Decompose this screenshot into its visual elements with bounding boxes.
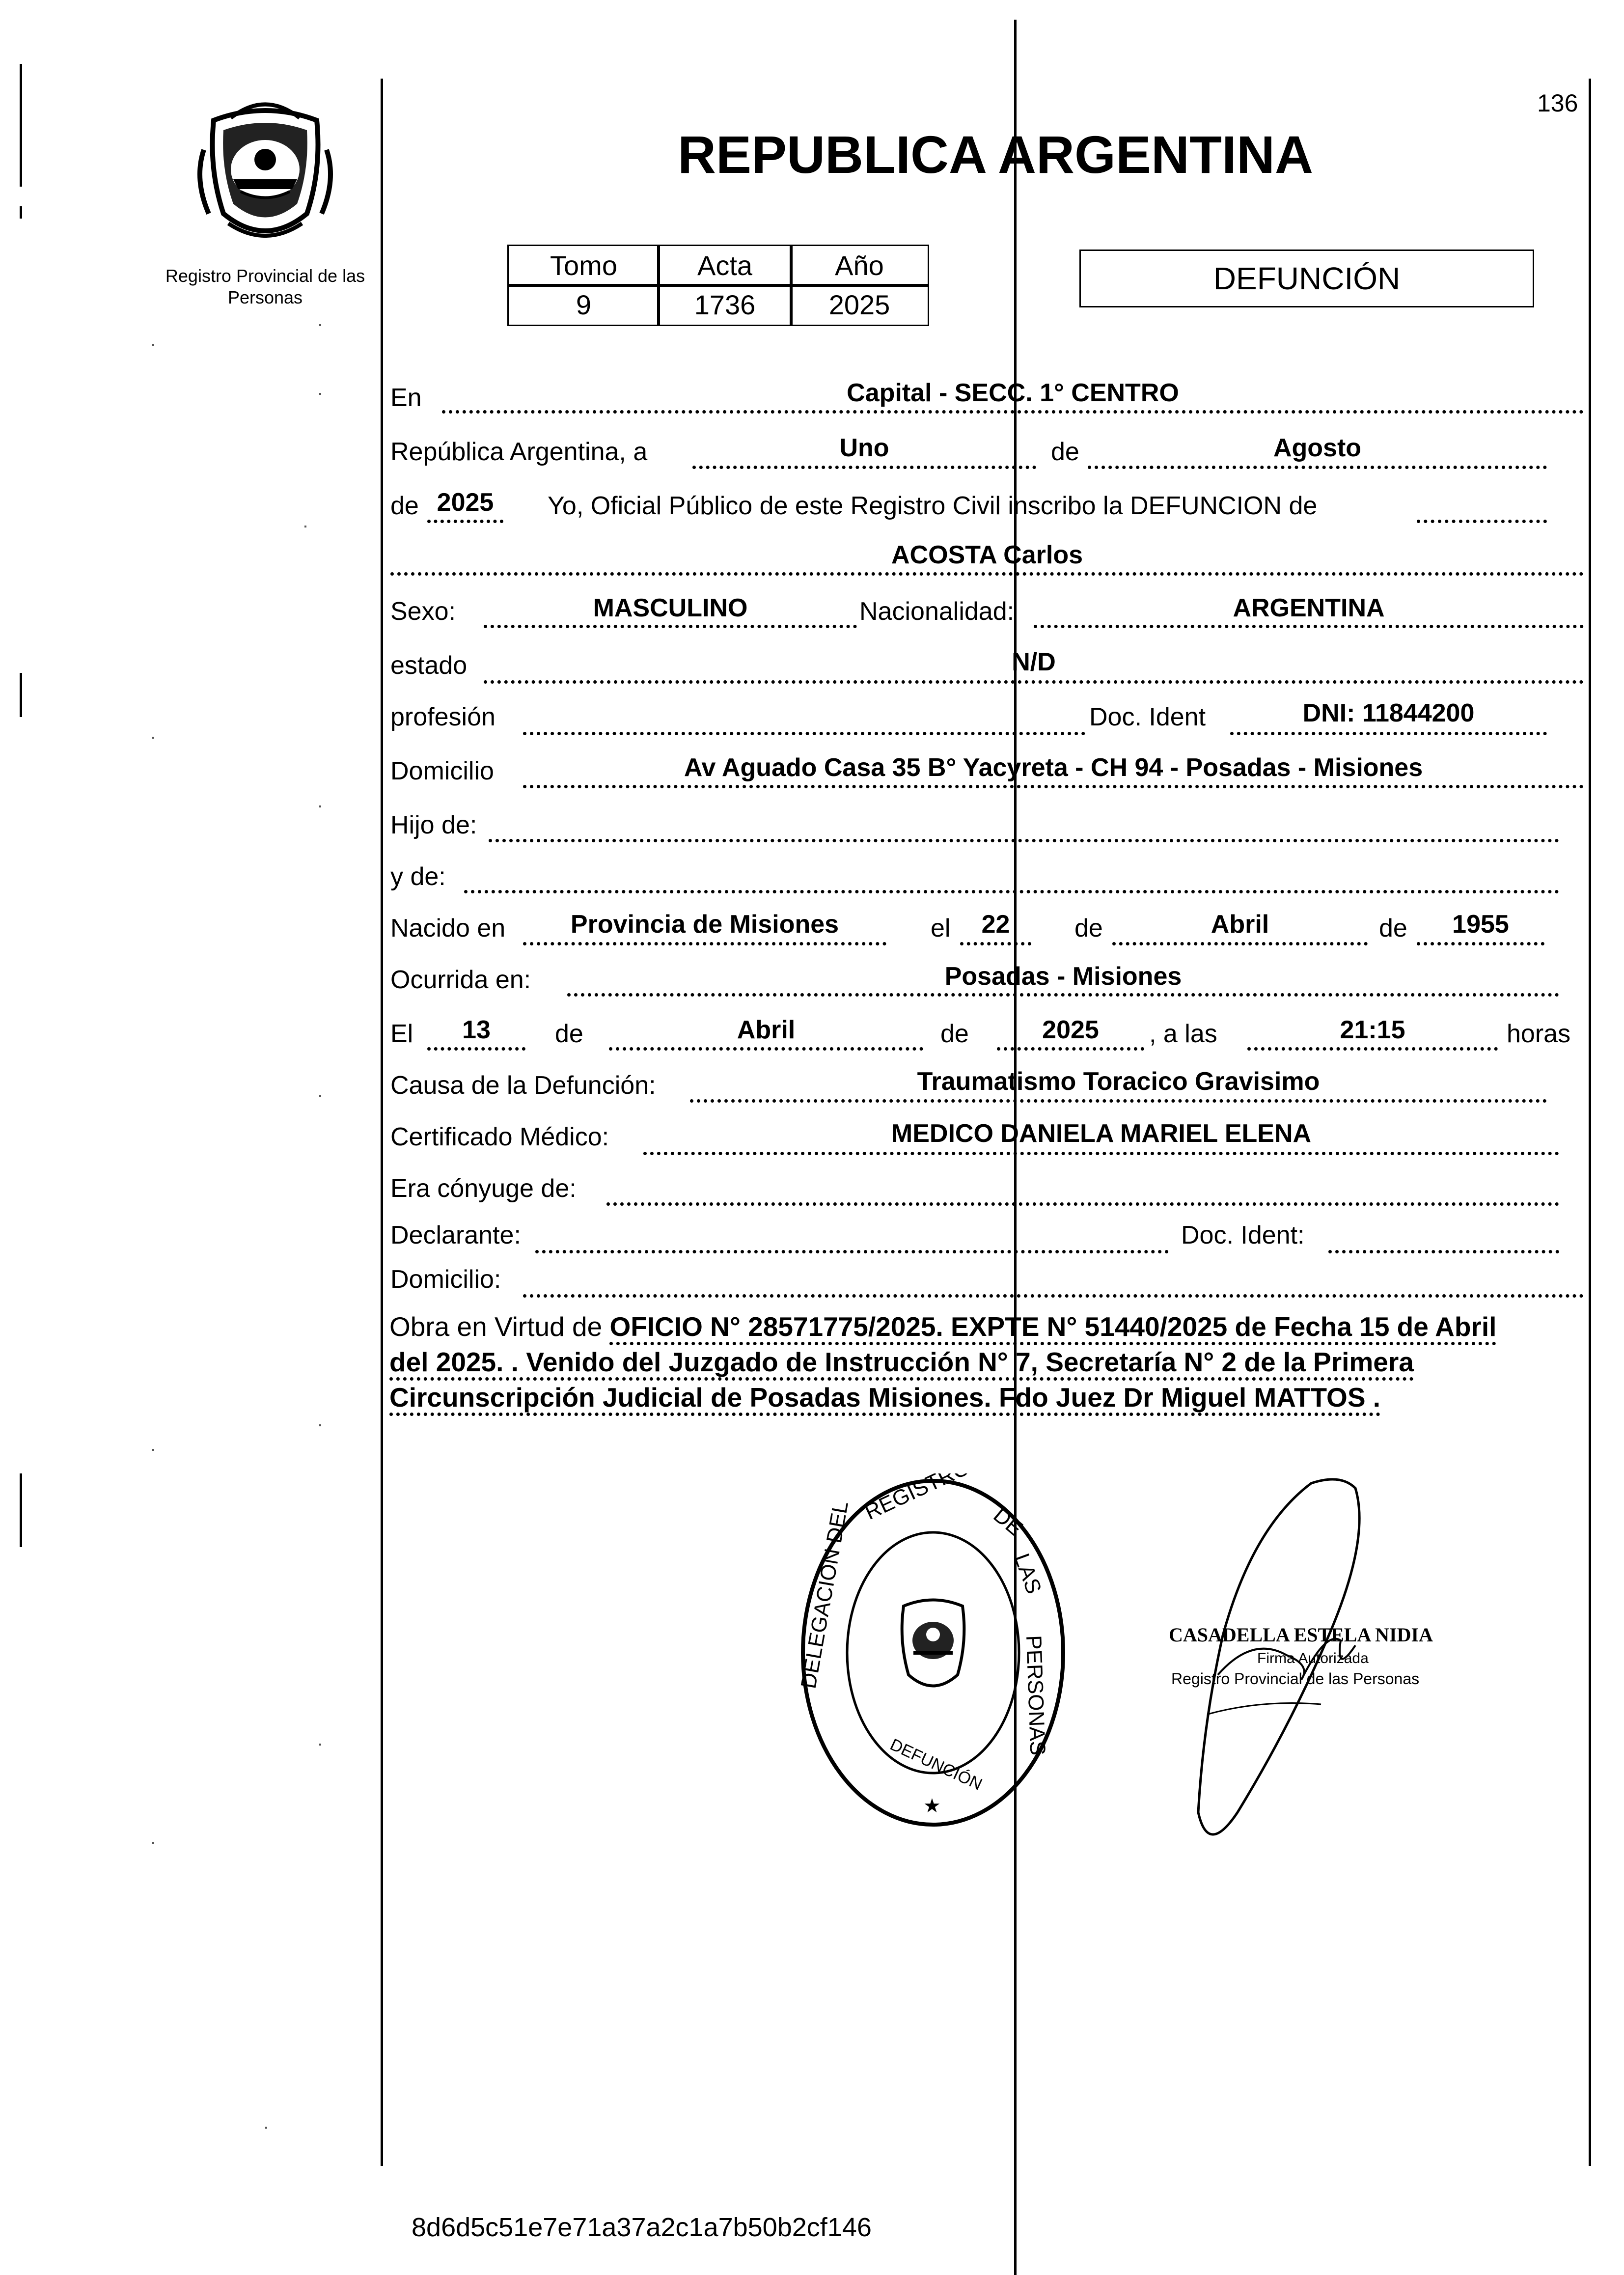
svg-text:DEFUNCIÓN: DEFUNCIÓN	[887, 1735, 985, 1794]
nota-line-3	[389, 1380, 1584, 1415]
label-a-las: , a las	[1149, 1020, 1217, 1048]
label-hijo-de: Hijo de:	[390, 811, 477, 839]
line-dia	[692, 466, 1036, 469]
line-doc-ident	[1230, 732, 1547, 735]
nota-line-2	[389, 1344, 1584, 1380]
scan-dot	[319, 324, 321, 326]
label-causa: Causa de la Defunción:	[390, 1071, 656, 1100]
scan-dot	[319, 1744, 321, 1746]
value-nota-1: OFICIO N° 28571775/2025. EXPTE N° 51440/2025 de Fecha 15 de Abril	[609, 1311, 1496, 1345]
value-nombre: ACOSTA Carlos	[891, 541, 1083, 569]
scan-edge-mark-3	[20, 1473, 22, 1547]
label-de-anio: de	[390, 492, 419, 520]
label-horas: horas	[1507, 1020, 1571, 1048]
line-nombre	[390, 572, 1584, 576]
label-nacionalidad: Nacionalidad:	[859, 597, 1015, 626]
label-def-el: El	[390, 1020, 413, 1048]
scan-dot	[319, 1095, 321, 1097]
label-nacido-en: Nacido en	[390, 914, 506, 943]
value-nac-mes: Abril	[1211, 910, 1269, 939]
line-def-anio	[997, 1047, 1144, 1051]
label-domicilio: Domicilio	[390, 757, 494, 785]
line-hijo-de	[489, 839, 1559, 842]
label-y-de: y de:	[390, 862, 446, 891]
svg-text:DE: DE	[989, 1503, 1027, 1541]
registry-name: Registro Provincial de las Personas	[165, 266, 365, 307]
line-conyuge	[606, 1202, 1559, 1206]
line-declarante-domicilio	[523, 1294, 1584, 1298]
official-stamp	[796, 1473, 1071, 1832]
scan-edge-mark-4	[20, 206, 22, 219]
anio-header: Año	[790, 245, 929, 287]
scan-dot	[319, 1424, 321, 1426]
scan-dot	[152, 1842, 154, 1844]
scan-dot	[152, 344, 154, 346]
label-nac-de-mes: de	[1074, 914, 1103, 943]
value-ocurrida-en: Posadas - Misiones	[944, 962, 1182, 991]
svg-text:REGISTRO: REGISTRO	[861, 1473, 974, 1525]
scan-dot	[304, 526, 306, 527]
anio-value: 2025	[790, 284, 929, 326]
line-def-mes	[609, 1047, 923, 1051]
label-def-de-mes: de	[555, 1020, 583, 1048]
line-lugar	[442, 410, 1584, 414]
label-sexo: Sexo:	[390, 597, 456, 626]
value-causa: Traumatismo Toracico Gravisimo	[917, 1067, 1320, 1096]
tomo-value: 9	[507, 284, 660, 326]
label-yo: Yo, Oficial Público de este Registro Civil inscribo la DEFUNCION de	[548, 492, 1318, 520]
label-de-mes: de	[1051, 438, 1079, 466]
line-anio	[427, 520, 503, 523]
label-profesion: profesión	[390, 703, 495, 731]
line-certificado	[643, 1152, 1559, 1155]
value-lugar: Capital - SECC. 1° CENTRO	[847, 379, 1179, 407]
label-declarante-doc: Doc. Ident:	[1181, 1221, 1305, 1249]
value-nota-3: Circunscripción Judicial de Posadas Misiones. Fdo Juez Dr Miguel MATTOS .	[389, 1382, 1380, 1416]
acta-header: Acta	[657, 245, 793, 287]
value-def-dia: 13	[462, 1016, 491, 1044]
svg-text:PERSONAS: PERSONAS	[1021, 1635, 1050, 1756]
value-mes: Agosto	[1273, 434, 1362, 462]
provincial-seal	[194, 91, 336, 248]
line-hora	[1247, 1047, 1498, 1051]
label-nac-el: el	[931, 914, 951, 943]
label-ocurrida-en: Ocurrida en:	[390, 966, 531, 994]
scan-dot	[265, 2127, 267, 2129]
value-anio: 2025	[437, 488, 494, 517]
line-nacido-en	[523, 942, 886, 945]
line-profesion	[523, 732, 1085, 735]
signature-office: Registro Provincial de las Personas	[1171, 1670, 1420, 1688]
acta-value: 1736	[657, 284, 793, 326]
scan-edge-mark-1	[20, 64, 22, 187]
label-certificado: Certificado Médico:	[390, 1123, 609, 1151]
label-def-de-anio: de	[940, 1020, 969, 1048]
value-nacido-en: Provincia de Misiones	[570, 910, 839, 939]
line-nac-mes	[1112, 942, 1368, 945]
svg-text:LAS: LAS	[1009, 1550, 1046, 1597]
label-doc-ident: Doc. Ident	[1089, 703, 1206, 731]
label-declarante: Declarante:	[390, 1221, 521, 1249]
value-sexo: MASCULINO	[593, 594, 748, 622]
signature-name: CASADELLA ESTELA NIDIA	[1169, 1624, 1433, 1646]
label-estado: estado	[390, 651, 468, 680]
svg-text:DELEGACIÓN DEL: DELEGACIÓN DEL	[796, 1499, 853, 1691]
page-title: REPUBLICA ARGENTINA	[678, 125, 1313, 184]
line-y-de	[464, 890, 1559, 893]
scan-dot	[152, 737, 154, 739]
value-doc-ident: DNI: 11844200	[1302, 699, 1475, 727]
line-declarante	[535, 1250, 1169, 1253]
value-nota-2: del 2025. . Venido del Juzgado de Instrucción N° 7, Secretaría N° 2 de la Primera	[389, 1347, 1414, 1381]
value-estado: N/D	[1012, 648, 1056, 676]
label-declarante-domicilio: Domicilio:	[390, 1265, 501, 1294]
value-nac-dia: 22	[981, 910, 1010, 939]
footer-hash: 8d6d5c51e7e71a37a2c1a7b50b2cf146	[412, 2213, 872, 2242]
line-sexo	[484, 625, 857, 628]
line-nac-anio	[1417, 942, 1544, 945]
value-def-mes: Abril	[737, 1016, 796, 1044]
tomo-header: Tomo	[507, 245, 660, 287]
scan-edge-mark-2	[20, 673, 22, 717]
line-causa	[690, 1099, 1547, 1103]
scan-dot	[319, 805, 321, 807]
line-declarante-doc	[1328, 1250, 1559, 1253]
left-border-line	[381, 79, 383, 2166]
line-nac-dia	[960, 942, 1031, 945]
line-nacionalidad	[1034, 625, 1584, 628]
line-def-dia	[427, 1047, 525, 1051]
line-domicilio	[523, 785, 1584, 788]
line-mes	[1088, 466, 1547, 469]
scan-dot	[319, 393, 321, 395]
label-republica: República Argentina, a	[390, 438, 648, 466]
line-ocurrida-en	[567, 993, 1559, 997]
scan-dot	[152, 1449, 154, 1451]
right-border-line	[1589, 79, 1591, 2166]
label-en: En	[390, 384, 422, 412]
value-nacionalidad: ARGENTINA	[1233, 594, 1385, 622]
page-number: 136	[1537, 89, 1578, 117]
doc-type-box: DEFUNCIÓN	[1079, 250, 1534, 307]
label-nac-de-anio: de	[1379, 914, 1407, 943]
value-domicilio: Av Aguado Casa 35 B° Yacyreta - CH 94 - Posadas - Misiones	[684, 753, 1423, 782]
line-estado	[484, 680, 1584, 684]
value-certificado: MEDICO DANIELA MARIEL ELENA	[891, 1119, 1312, 1148]
signature-role: Firma Autorizada	[1257, 1650, 1369, 1666]
line-yo-end	[1417, 520, 1547, 523]
value-dia: Uno	[839, 434, 889, 462]
value-nac-anio: 1955	[1452, 910, 1509, 939]
svg-text:★: ★	[923, 1795, 941, 1817]
nota-line-1	[389, 1309, 1584, 1344]
value-hora: 21:15	[1340, 1016, 1405, 1044]
value-def-anio: 2025	[1042, 1016, 1099, 1044]
label-obra: Obra en Virtud de	[389, 1311, 603, 1342]
label-conyuge: Era cónyuge de:	[390, 1174, 577, 1203]
